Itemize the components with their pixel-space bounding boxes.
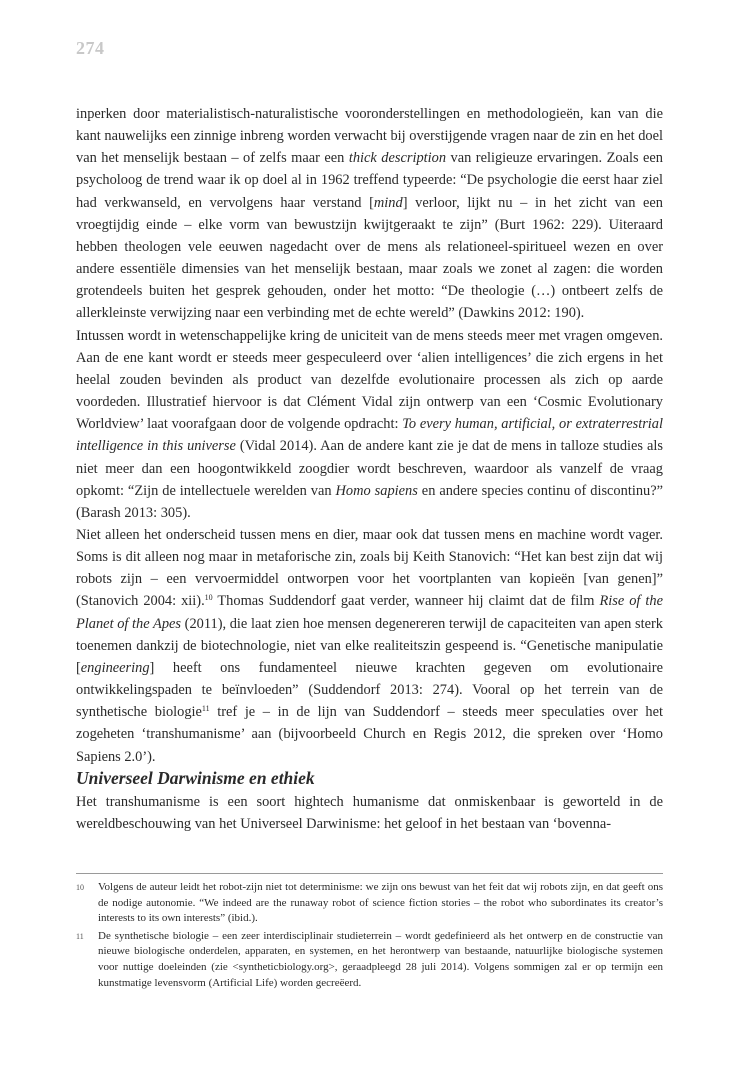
section-paragraph: Het transhumanisme is een soort hightech humanisme dat onmiskenbaar is geworteld in de wereldbeschouwing van het Universeel Darwinisme: het geloof in het bestaan van ‘bovenna- [76,794,663,833]
text-run: inperken door materialistisch-naturalistische vooronderstellingen en methodologieën, kan van die kant nauwelijks een zinnige inbreng worden verwacht bij overstijgende vragen naar de zin en het doel van het menselijk bestaan – of zelfs maar een [76,106,664,167]
paragraph [76,524,663,768]
italic-text: To every human, artificial, or extraterrestrial intelligence in this universe [76,416,663,455]
text-run: (2011), die laat zien hoe mensen degenereren terwijl de capaciteiten van apen sterk toenemen dankzij de biotechnologie, niet van elke realiteitszin gespeend is. “Genetische manipulatie [ [76,615,663,676]
footnote-ref: 11 [201,704,210,714]
body-text [76,103,663,768]
footnote [76,929,663,991]
section-heading: Universeel Darwinisme en ethiek [76,768,315,788]
text-run: Thomas Suddendorf gaat verder, wanneer hij claimt dat de film [212,593,600,610]
text-run: Intussen wordt in wetenschappelijke kring de uniciteit van de mens steeds meer met vragen omgeven. Aan de ene kant wordt er steeds meer gespeculeerd over ‘alien intelligences’ die zich ergens in het heelal zouden bevinden als product van dezelfde evolutionaire processen als zich op aarde voordeden. Illustratief hiervoor is dat Clément Vidal zijn ontwerp van een ‘Cosmic Evolutionary Worldview’ laat voorafgaan door de volgende opdracht: [76,327,663,433]
text-run: ] verloor, lijkt nu – in het zicht van een vroegtijdig einde – elke vorm van bewustzijn kwijtgeraakt te zijn” (Burt 1962: 229). Uiteraard hebben theologen vele eeuwen nagedacht over de mens als relationeel-spiritueel wezen en over andere essentiële dimensies van het menselijk bestaan, maar zoals we zonet al zagen: die worden grotendeels buiten het gesprek gehouden, onder het motto: “De theologie (…) ontbeert zelfs de allerkleinste verwijzing naar een verbinding met de echte wereld” (Dawkins 2012: 190). [76,194,663,322]
page-number: 274 [76,38,105,58]
footnote-divider [76,873,663,874]
footnote-ref: 10 [204,593,213,603]
text-run: van religieuze ervaringen. Zoals een psycholoog de trend waar ik op doel al in 1962 treffend typeerde: “De psychologie die eerst haar ziel had verkwanseld, en vervolgens haar verstand [ [76,150,663,211]
italic-text: engineering [80,659,150,676]
italic-text: mind [373,194,403,211]
footnote-text: Volgens de auteur leidt het robot-zijn niet tot determinisme: we zijn ons bewust van het feit dat wij robots zijn, en dat geeft ons de nodige autonomie. “We indeed are the runaway robot of science fiction stories – the robot who subordinates its creator’s interests to its own interests” (ibid.). [98,881,663,925]
paragraph [76,103,663,325]
text-run: en andere species continu of discontinu?” (Barash 2013: 305). [76,482,663,521]
italic-text: Homo sapiens [335,482,418,499]
footnote-number: 11 [76,931,84,941]
italic-text: thick description [348,150,447,167]
section-body [76,791,663,835]
footnote-number: 10 [76,883,84,892]
text-run: (Vidal 2014). Aan de andere kant zie je dat de mens in talloze studies als niet meer dan een hoogontwikkeld zoogdier wordt beschreven, waardoor als vanzelf de vraag opkomt: “Zijn de intellectuele werelden van [76,438,663,499]
footnote-text: De synthetische biologie – een zeer interdisciplinair studieterrein – wordt gedefinieerd als het ontwerp en de constructie van nieuwe biologische onderdelen, apparaten, en systemen, en het herontwerp van bestaande, natuurlijke biologische systemen voor nuttige doeleinden (zie <syntheticbiology.org>, geraadpleegd 28 juli 2014). Volgens sommigen zal er op termijn een kunstmatige levensvorm (Artificial Life) worden gecreëerd. [98,929,663,989]
text-run: tref je – in de lijn van Suddendorf – steeds meer speculaties over het zogeheten ‘transhumanisme’ aan (bijvoorbeeld Church en Regis 2012, die spreken over ‘Homo Sapiens 2.0’). [76,704,664,765]
text-run: Niet alleen het onderscheid tussen mens en dier, maar ook dat tussen mens en machine wordt vager. Soms is dit alleen nog maar in metaforische zin, zoals bij Keith Stanovich: “Het kan best zijn dat wij robots zijn – een vervoermiddel ontworpen voor het voortplanten van kopieën [van genen]” (Stanovich 2004: xii). [76,526,663,610]
footnote [76,880,663,927]
text-run: ] heeft ons fundamenteel nieuwe krachten gegeven om evolutionaire ontwikkelingspaden te beïnvloeden” (Suddendorf 2013: 274). Vooral op het terrein van de synthetische biologie [76,659,663,721]
paragraph [76,325,663,524]
footnotes [76,880,663,993]
italic-text: Rise of the Planet of the Apes [76,593,663,632]
